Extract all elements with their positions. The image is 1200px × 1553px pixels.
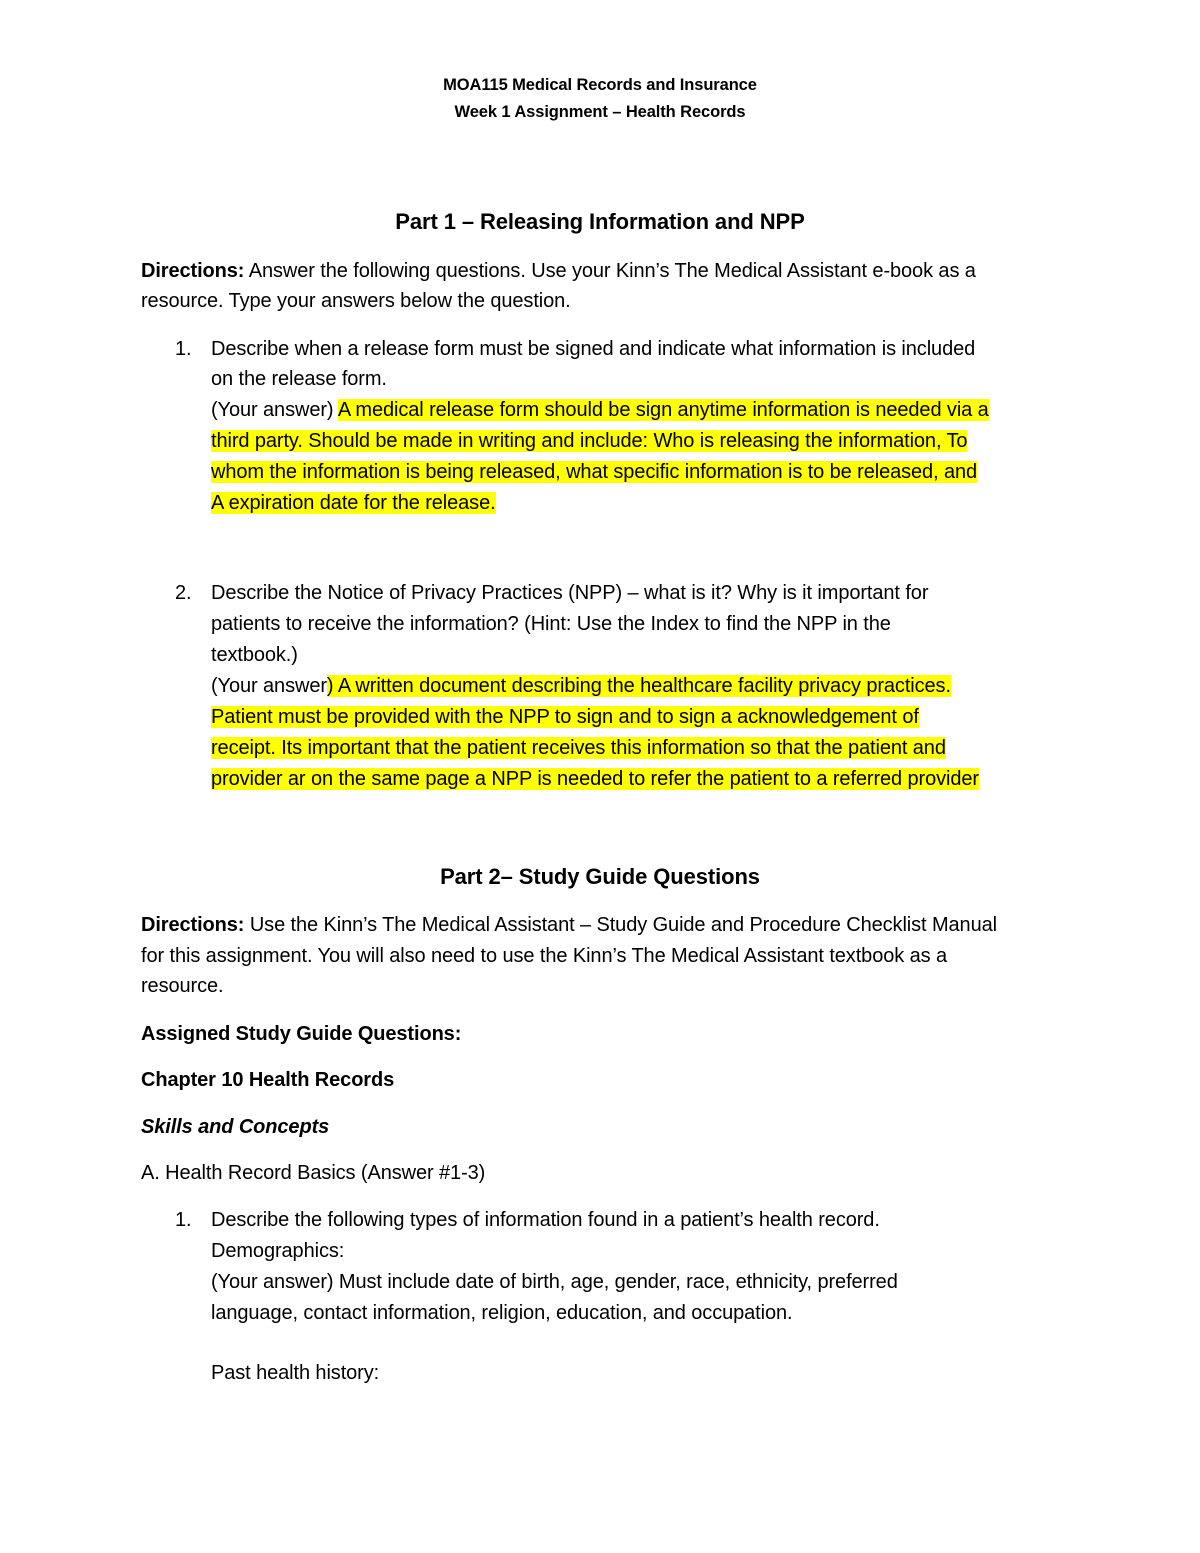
highlighted-answer: third party. Should be made in writing and include: Who is releasing the information, To xyxy=(211,430,968,452)
skills-heading: Skills and Concepts xyxy=(141,1116,330,1138)
question-subheading: Past health history: xyxy=(211,1362,380,1384)
highlighted-answer: A medical release form should be sign anytime information is needed via a xyxy=(337,399,989,421)
question-text: Describe the Notice of Privacy Practices (NPP) – what is it? Why is it important for xyxy=(211,582,929,604)
highlighted-answer: receipt. Its important that the patient receives this information so that the patient and xyxy=(211,737,946,759)
answer-line xyxy=(211,395,989,426)
directions-label: Directions: xyxy=(141,260,245,282)
section-a-heading: A. Health Record Basics (Answer #1-3) xyxy=(141,1162,486,1184)
highlighted-answer: ) A written document describing the healthcare facility privacy practices. xyxy=(326,675,951,697)
answer-line xyxy=(211,671,951,702)
question-number: 1. xyxy=(175,1209,192,1231)
question-text: on the release form. xyxy=(211,368,387,390)
assignment-title: Week 1 Assignment – Health Records xyxy=(454,103,746,121)
question-text: textbook.) xyxy=(211,644,298,666)
part2-directions-line2: for this assignment. You will also need to use the Kinn’s The Medical Assistant textbook as a xyxy=(141,945,947,967)
highlighted-answer: Patient must be provided with the NPP to sign and to sign a acknowledgement of xyxy=(211,706,919,728)
highlighted-answer: whom the information is being released, what specific information is to be released, and xyxy=(211,461,978,483)
answer-line xyxy=(211,457,977,488)
answer-line xyxy=(211,426,967,457)
course-title: MOA115 Medical Records and Insurance xyxy=(443,76,757,94)
question-number: 2. xyxy=(175,582,192,604)
directions-text: Answer the following questions. Use your Kinn’s The Medical Assistant e-book as a xyxy=(244,260,976,282)
answer-line xyxy=(211,702,919,733)
answer-line xyxy=(211,488,496,519)
directions-text: Use the Kinn’s The Medical Assistant – Study Guide and Procedure Checklist Manual xyxy=(244,914,997,936)
part1-title: Part 1 – Releasing Information and NPP xyxy=(395,209,805,234)
part1-directions-line2: resource. Type your answers below the question. xyxy=(141,290,571,312)
question-number: 1. xyxy=(175,338,192,360)
question-text: Describe when a release form must be signed and indicate what information is included xyxy=(211,338,976,360)
directions-label: Directions: xyxy=(141,914,245,936)
question-text: patients to receive the information? (Hint: Use the Index to find the NPP in the xyxy=(211,613,891,635)
part2-directions xyxy=(141,910,997,941)
question-text: Describe the following types of information found in a patient’s health record. xyxy=(211,1209,880,1231)
chapter-heading: Chapter 10 Health Records xyxy=(141,1069,395,1091)
part2-title: Part 2– Study Guide Questions xyxy=(440,864,760,889)
highlighted-answer: A expiration date for the release. xyxy=(211,492,496,514)
answer-line xyxy=(211,764,979,795)
highlighted-answer: provider ar on the same page a NPP is needed to refer the patient to a referred provider xyxy=(211,768,979,790)
answer-line xyxy=(211,733,946,764)
answer-line: (Your answer) Must include date of birth, age, gender, race, ethnicity, preferred xyxy=(211,1271,898,1293)
answer-prefix: (Your answer xyxy=(211,675,327,697)
answer-line: language, contact information, religion, education, and occupation. xyxy=(211,1302,793,1324)
question-subheading: Demographics: xyxy=(211,1240,345,1262)
answer-prefix: (Your answer) xyxy=(211,399,338,421)
part1-directions xyxy=(141,256,976,287)
part2-directions-line3: resource. xyxy=(141,975,224,997)
assigned-questions-heading: Assigned Study Guide Questions: xyxy=(141,1023,462,1045)
